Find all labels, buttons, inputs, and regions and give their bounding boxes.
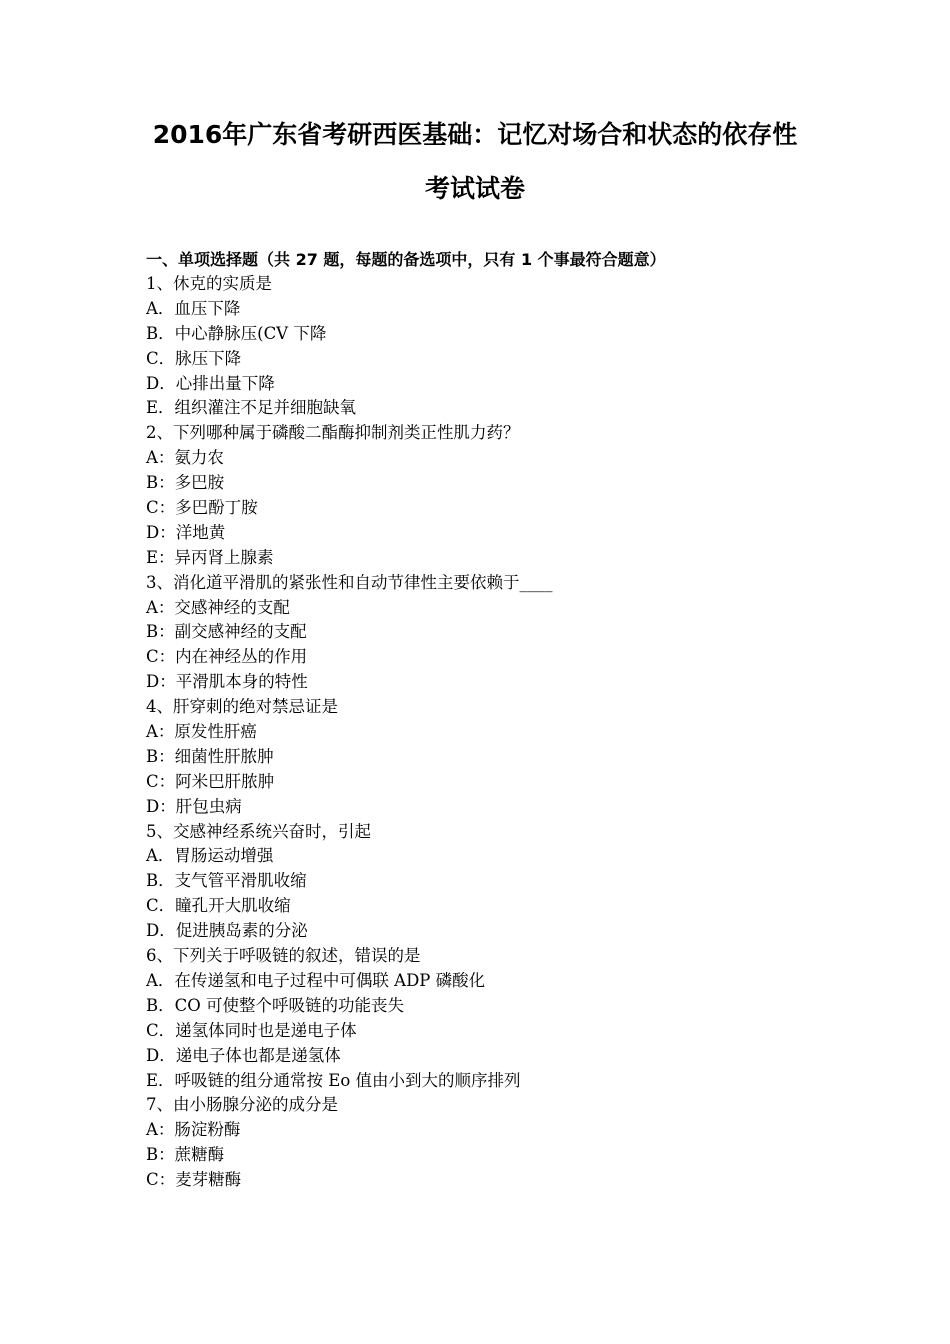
answer-option: A．在传递氢和电子过程中可偶联 ADP 磷酸化 (146, 970, 486, 990)
question-stem: 1、休克的实质是 (146, 274, 272, 293)
answer-option: B：多巴胺 (146, 473, 225, 493)
answer-option: C：多巴酚丁胺 (146, 498, 258, 518)
question-stem: 3、消化道平滑肌的紧张性和自动节律性主要依赖于____ (146, 572, 553, 592)
answer-option: A：氨力农 (146, 448, 224, 468)
page-title-line-2: 考试试卷 (424, 174, 525, 203)
answer-option: B：蔗糖酶 (146, 1145, 225, 1165)
answer-option: E：异丙肾上腺素 (146, 547, 274, 567)
answer-option: A：交感神经的支配 (146, 597, 290, 617)
answer-option: B：副交感神经的支配 (146, 622, 307, 642)
answer-option: A：原发性肝癌 (146, 722, 257, 742)
question-stem: 4、肝穿刺的绝对禁忌证是 (146, 697, 338, 717)
question-block (146, 421, 846, 570)
answer-option: C．脉压下降 (146, 348, 242, 368)
question-block (146, 1093, 846, 1193)
question-list (146, 272, 846, 1193)
question-stem: 6、下列关于呼吸链的叙述，错误的是 (146, 946, 421, 966)
section-heading: 一、单项选择题（共 27 题，每题的备选项中，只有 1 个事最符合题意） (146, 250, 666, 269)
question-block (146, 272, 846, 421)
question-block (146, 571, 846, 695)
question-stem: 2、下列哪种属于磷酸二酯酶抑制剂类正性肌力药？ (146, 423, 520, 443)
answer-option: C：麦芽糖酶 (146, 1170, 242, 1190)
answer-option: D．促进胰岛素的分泌 (146, 921, 308, 941)
answer-option: B．中心静脉压(CV 下降 (146, 323, 327, 343)
answer-option: B：细菌性肝脓肿 (146, 746, 274, 766)
answer-option: D：平滑肌本身的特性 (146, 672, 308, 692)
question-block (146, 820, 846, 944)
page-title-line-1: 2016年广东省考研西医基础：记忆对场合和状态的依存性 (152, 120, 798, 149)
answer-option: D：洋地黄 (146, 522, 226, 542)
answer-option: B．支气管平滑肌收缩 (146, 871, 307, 891)
answer-option: D．心排出量下降 (146, 373, 275, 393)
answer-option: C．瞳孔开大肌收缩 (146, 896, 291, 916)
answer-option: D：肝包虫病 (146, 796, 242, 816)
answer-option: C：内在神经丛的作用 (146, 647, 308, 667)
answer-option: D．递电子体也都是递氢体 (146, 1045, 341, 1065)
answer-option: E．呼吸链的组分通常按 Eo 值由小到大的顺序排列 (146, 1070, 521, 1090)
answer-option: C：阿米巴肝脓肿 (146, 771, 275, 791)
answer-option: A．胃肠运动增强 (146, 846, 274, 866)
question-stem: 5、交感神经系统兴奋时，引起 (146, 821, 371, 841)
answer-option: A：肠淀粉酶 (146, 1120, 241, 1140)
answer-option: A．血压下降 (146, 298, 241, 318)
question-stem: 7、由小肠腺分泌的成分是 (146, 1095, 338, 1115)
question-block (146, 944, 846, 1093)
answer-option: E．组织灌注不足并细胞缺氧 (146, 398, 357, 418)
answer-option: C．递氢体同时也是递电子体 (146, 1020, 357, 1040)
question-block (146, 695, 846, 819)
answer-option: B．CO 可使整个呼吸链的功能丧失 (146, 995, 405, 1015)
